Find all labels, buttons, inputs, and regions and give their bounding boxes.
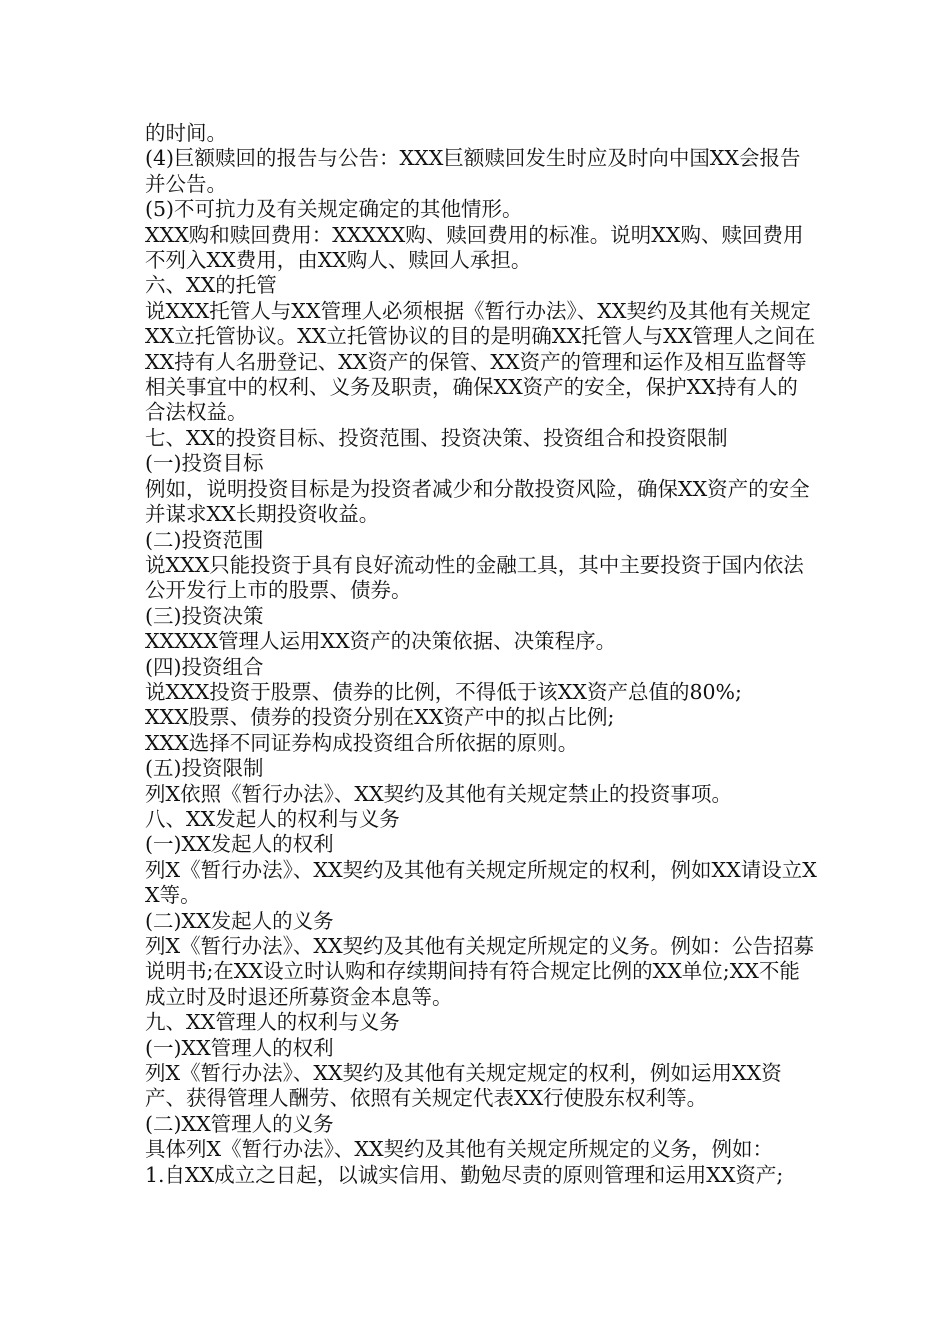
section-heading: 九、XX管理人的权利与义务	[145, 1010, 400, 1035]
section-heading: 七、XX的投资目标、投资范围、投资决策、投资组合和投资限制	[145, 425, 728, 450]
paragraph: 说XXX只能投资于具有良好流动性的金融工具，其中主要投资于国内依法公开发行上市的股票、债券。	[145, 552, 804, 603]
subsection-heading: (二)投资范围	[145, 527, 264, 552]
subsection-heading: (四)投资组合	[145, 654, 264, 679]
subsection-heading: (一)XX发起人的权利	[145, 832, 334, 857]
subsection-heading: (二)XX发起人的义务	[145, 908, 334, 933]
subsection-heading: (一)投资目标	[145, 451, 264, 476]
subsection-heading: (一)XX管理人的权利	[145, 1035, 334, 1060]
paragraph: XXX选择不同证券构成投资组合所依据的原则。	[145, 730, 579, 755]
document-body	[145, 121, 817, 1188]
list-item: 1.自XX成立之日起，以诚实信用、勤勉尽责的原则管理和运用XX资产;	[145, 1162, 784, 1187]
paragraph: XXX购和赎回费用：XXXXX购、赎回费用的标准。说明XX购、赎回费用不列入XX费用，由XX购人、赎回人承担。	[145, 222, 804, 273]
subsection-heading: (五)投资限制	[145, 756, 264, 781]
paragraph: 列X依照《暂行办法》、XX契约及其他有关规定禁止的投资事项。	[145, 781, 733, 806]
subsection-heading: (三)投资决策	[145, 603, 264, 628]
paragraph: 列X《暂行办法》、XX契约及其他有关规定规定的权利，例如运用XX资产、获得管理人酬劳、依照有关规定代表XX行使股东权利等。	[145, 1061, 782, 1111]
paragraph: (4)巨额赎回的报告与公告：XXX巨额赎回发生时应及时向中国XX会报告并公告。	[145, 146, 801, 196]
section-heading: 八、XX发起人的权利与义务	[145, 806, 400, 831]
subsection-heading: (二)XX管理人的义务	[145, 1111, 334, 1136]
paragraph: 列X《暂行办法》、XX契约及其他有关规定所规定的义务。例如：公告招募说明书;在XX设立时认购和存续期间持有符合规定比例的XX单位;XX不能成立时及时退还所募资金本息等。	[145, 934, 815, 1009]
paragraph: 列X《暂行办法》、XX契约及其他有关规定所规定的权利，例如XX请设立XX等。	[145, 857, 817, 908]
paragraph: XXX股票、债券的投资分别在XX资产中的拟占比例;	[145, 705, 615, 730]
paragraph: 说XXX投资于股票、债券的比例，不得低于该XX资产总值的80%;	[145, 679, 742, 704]
paragraph: 说XXX托管人与XX管理人必须根据《暂行办法》、XX契约及其他有关规定XX立托管协议。XX立托管协议的目的是明确XX托管人与XX管理人之间在XX持有人名册登记、XX资产的保管、XX资产的管理和运作及相互监督等相关事宜中的权利、义务及职责，确保XX资产的安全，保护XX持有人的合法权益。	[145, 298, 816, 425]
paragraph: (5)不可抗力及有关规定确定的其他情形。	[145, 197, 523, 222]
section-heading: 六、XX的托管	[145, 273, 277, 298]
paragraph: 具体列X《暂行办法》、XX契约及其他有关规定所规定的义务，例如：	[145, 1137, 774, 1162]
paragraph: 例如，说明投资目标是为投资者减少和分散投资风险，确保XX资产的安全并谋求XX长期投资收益。	[145, 476, 810, 527]
paragraph: XXXXX管理人运用XX资产的决策依据、决策程序。	[145, 629, 617, 654]
paragraph: 的时间。	[145, 121, 227, 145]
